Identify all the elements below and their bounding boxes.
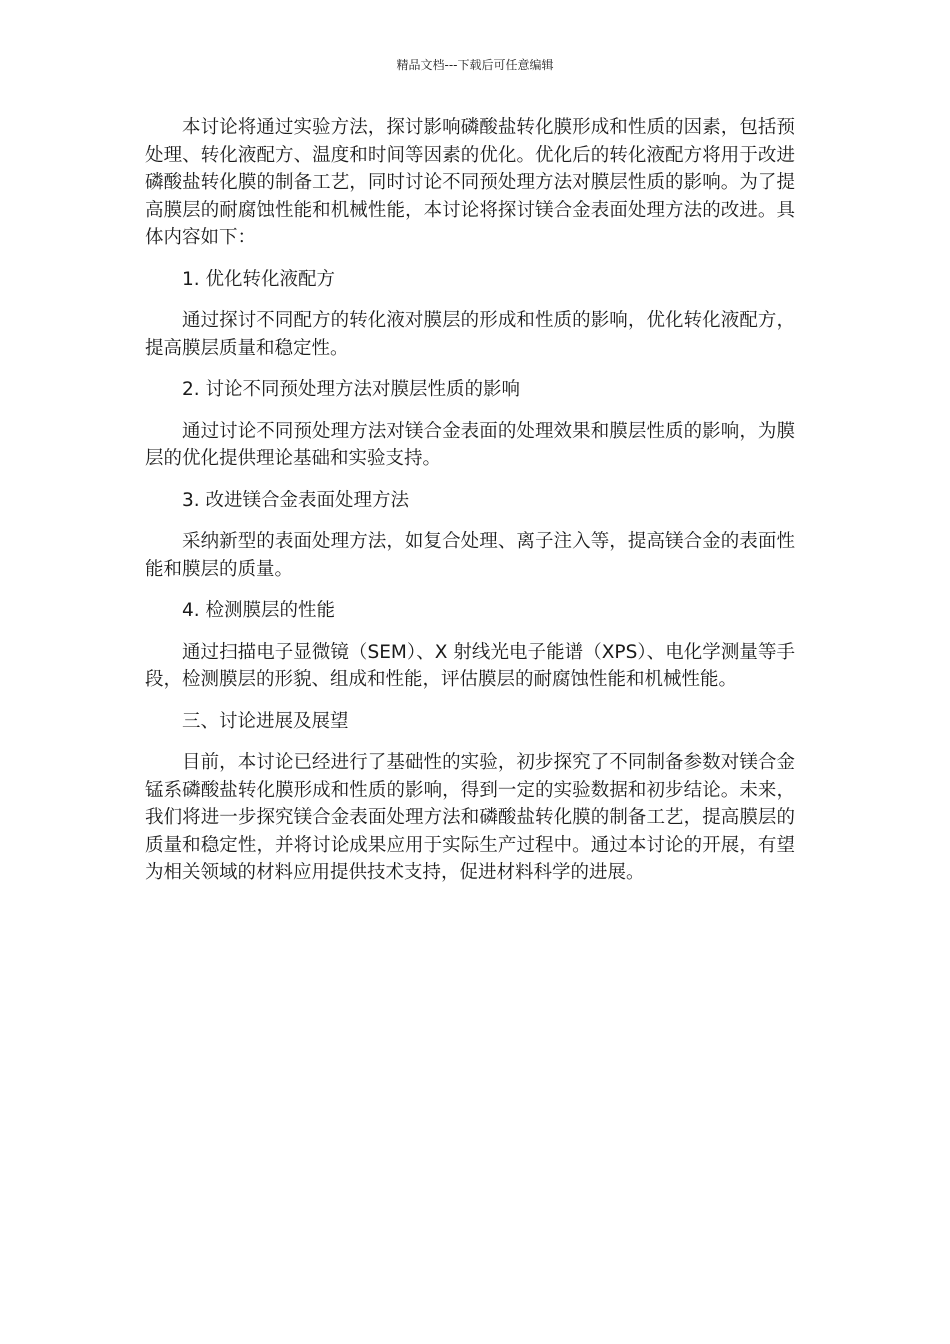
item-3-heading: 3. 改进镁合金表面处理方法 [182, 489, 410, 511]
intro-paragraph: 本讨论将通过实验方法，探讨影响磷酸盐转化膜形成和性质的因素，包括预处理、转化液配方、温度和时间等因素的优化。优化后的转化液配方将用于改进磷酸盐转化膜的制备工艺，同时讨论不同预处理方法对膜层性质的影响。为了提高膜层的耐腐蚀性能和机械性能，本讨论将探讨镁合金表面处理方法的改进。具体内容如下： [145, 117, 795, 248]
section-3-paragraph: 目前，本讨论已经进行了基础性的实验，初步探究了不同制备参数对镁合金锰系磷酸盐转化膜形成和性质的影响，得到一定的实验数据和初步结论。未来，我们将进一步探究镁合金表面处理方法和磷酸盐转化膜的制备工艺，提高膜层的质量和稳定性，并将讨论成果应用于实际生产过程中。通过本讨论的开展，有望为相关领域的材料应用提供技术支持，促进材料科学的进展。 [145, 752, 795, 883]
item-2-heading: 2. 讨论不同预处理方法对膜层性质的影响 [182, 379, 521, 400]
document-body [145, 114, 795, 901]
item-4-paragraph: 通过扫描电子显微镜（SEM）、X 射线光电子能谱（XPS）、电化学测量等手段，检测膜层的形貌、组成和性能，评估膜层的耐腐蚀性能和机械性能。 [145, 641, 795, 690]
section-3-heading: 三、讨论进展及展望 [182, 710, 349, 732]
item-1-paragraph: 通过探讨不同配方的转化液对膜层的形成和性质的影响，优化转化液配方，提高膜层质量和稳定性。 [145, 310, 795, 359]
item-3-paragraph: 采纳新型的表面处理方法，如复合处理、离子注入等，提高镁合金的表面性能和膜层的质量。 [145, 531, 795, 580]
item-1-heading: 1. 优化转化液配方 [182, 268, 336, 290]
page-header: 精品文档---下载后可任意编辑 [396, 58, 554, 72]
item-4-heading: 4. 检测膜层的性能 [182, 600, 336, 621]
item-2-paragraph: 通过讨论不同预处理方法对镁合金表面的处理效果和膜层性质的影响，为膜层的优化提供理论基础和实验支持。 [145, 420, 795, 469]
